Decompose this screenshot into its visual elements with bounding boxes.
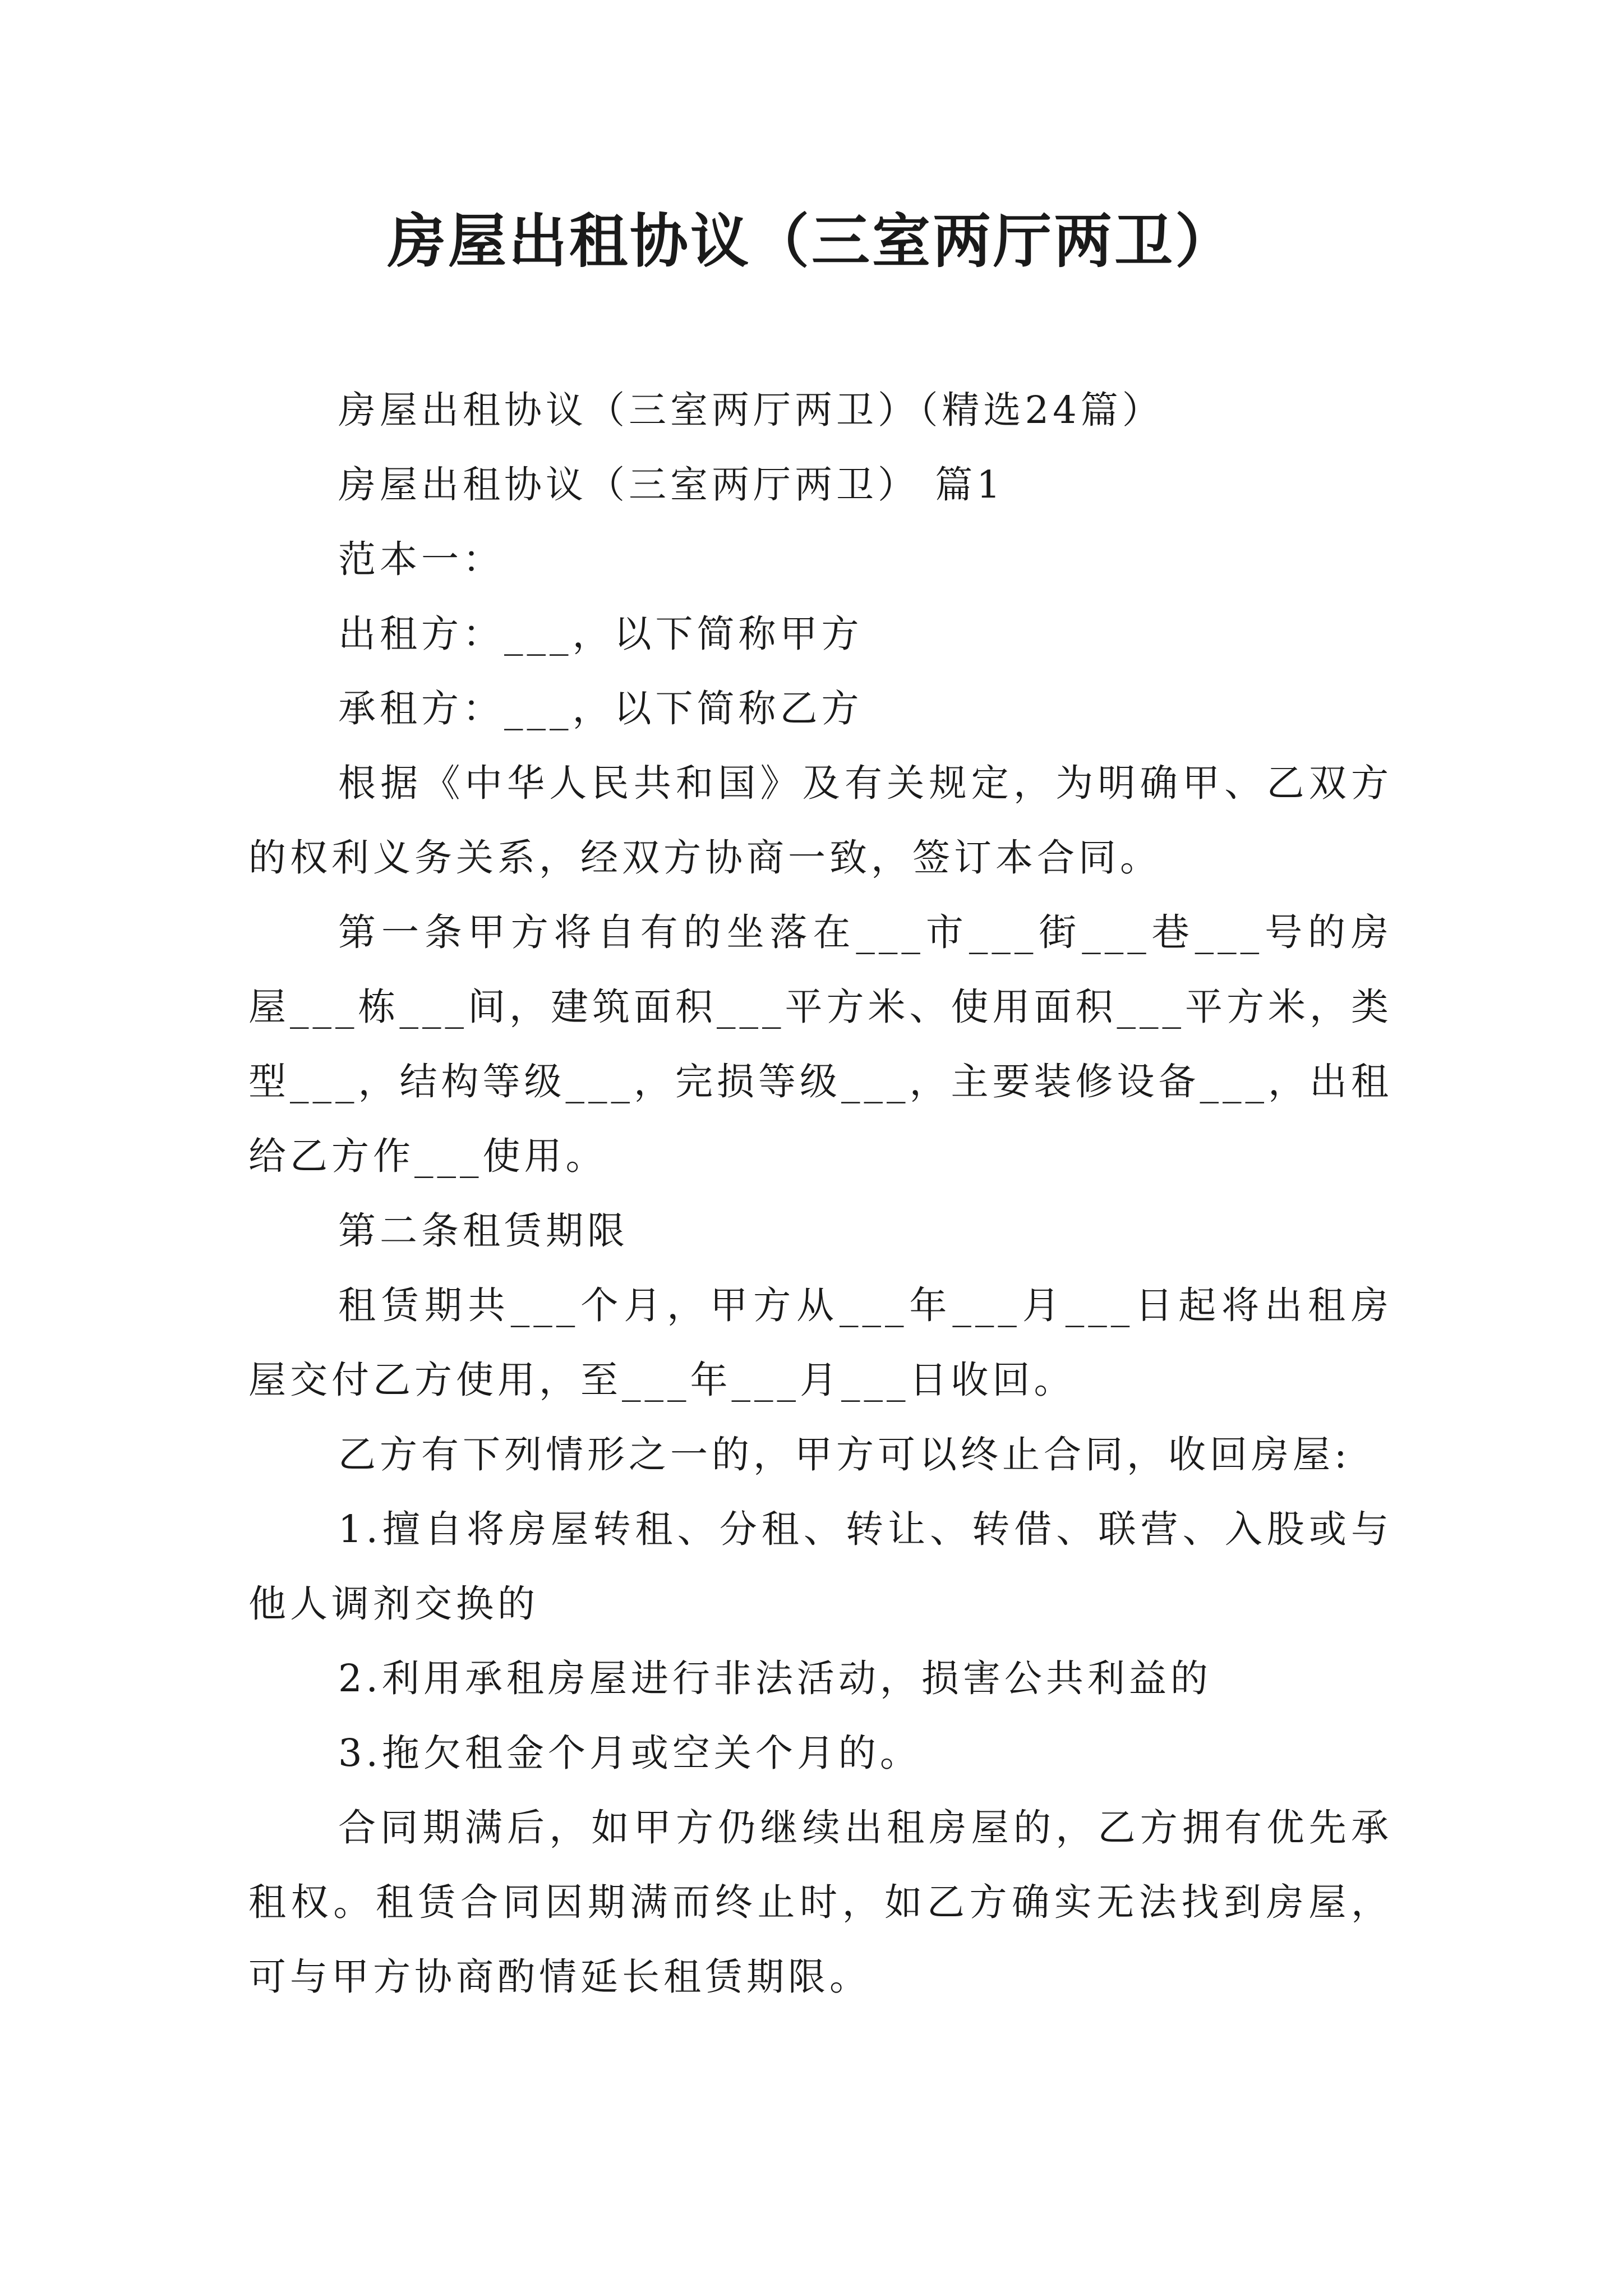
lessor-line: 出租方：___，以下简称甲方: [338, 612, 863, 656]
template-label: 范本一：: [338, 537, 504, 581]
article-1-paragraph: 第一条甲方将自有的坐落在___市___街___巷___号的房屋___栋___间，建筑面积___平方米、使用面积___平方米，类型___，结构等级___，完损等级___，主要装修设备___，出租给乙方作___使用。: [248, 910, 1393, 1178]
document-body: [248, 373, 1393, 2014]
termination-item-1: 1.擅自将房屋转租、分租、转让、转借、联营、入股或与他人调剂交换的: [248, 1507, 1393, 1626]
lessee-line: 承租方：___，以下简称乙方: [338, 687, 863, 730]
termination-intro-paragraph: 乙方有下列情形之一的，甲方可以终止合同，收回房屋:: [338, 1433, 1351, 1476]
section-heading: 房屋出租协议（三室两厅两卫） 篇1: [338, 463, 1004, 507]
termination-item-3: 3.拖欠租金个月或空关个月的。: [338, 1731, 921, 1775]
subtitle-paragraph: 房屋出租协议（三室两厅两卫）（精选24篇）: [338, 388, 1164, 432]
renewal-paragraph: 合同期满后，如甲方仍继续出租房屋的，乙方拥有优先承租权。租赁合同因期满而终止时，如乙方确实无法找到房屋，可与甲方协商酌情延长租赁期限。: [248, 1806, 1393, 1999]
termination-item-2: 2.利用承租房屋进行非法活动，损害公共利益的: [338, 1657, 1212, 1700]
preamble-paragraph: 根据《中华人民共和国》及有关规定，为明确甲、乙双方的权利义务关系，经双方协商一致，签订本合同。: [248, 761, 1393, 880]
article-2-heading: 第二条租赁期限: [338, 1209, 629, 1253]
lease-term-paragraph: 租赁期共___个月，甲方从___年___月___日起将出租房屋交付乙方使用，至___年___月___日收回。: [248, 1283, 1393, 1402]
document-title: 房屋出租协议（三室两厅两卫）: [387, 206, 1235, 275]
